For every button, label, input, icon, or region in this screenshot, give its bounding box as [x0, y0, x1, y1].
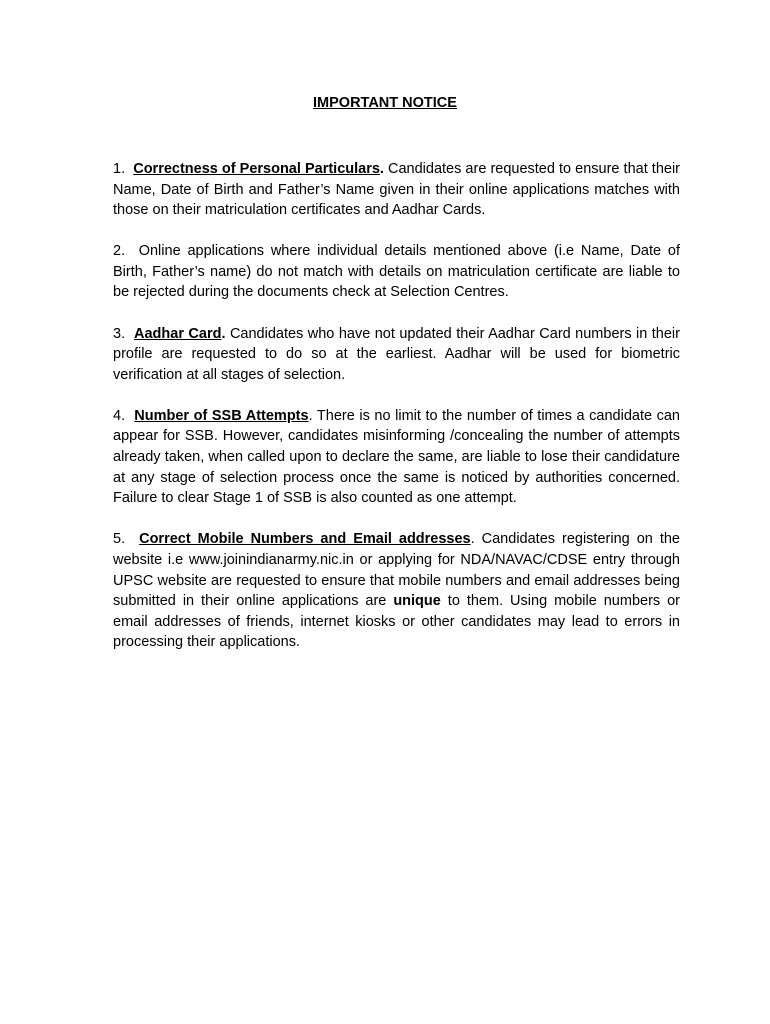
item-heading: Correctness of Personal Particulars: [133, 161, 380, 177]
item-number: 1.: [113, 161, 126, 177]
item-body: . There is no limit to the number of times a candidate can appear for SSB. However, candidates misinforming /concealing the number of attempts already taken, when called upon to declare the same, are liable to lose their candidature at any stage of selection process once the same is noticed by authorities concerned. Failure to clear Stage 1 of SSB is also counted as one attempt.: [113, 407, 680, 507]
item-body: Online applications where individual details mentioned above (i.e Name, Date of Birth, Father’s name) do not match with details on matriculation certificate are liable to be rejected during the documents check at Selection Centres.: [113, 243, 680, 301]
item-number: 4.: [113, 407, 126, 424]
notice-list: [113, 159, 680, 673]
item-heading: Correct Mobile Numbers and Email addresses: [139, 531, 471, 548]
notice-item-4: [113, 406, 680, 509]
item-body-before: . Candidates registering on the website i.e www.joinindianarmy.nic.in or applying for NDA/NAVAC/CDSE entry through UPSC website are requested to ensure that mobile numbers and email addresses being submitted in their online applications are: [113, 531, 680, 610]
notice-item-2: [113, 241, 680, 303]
page-title: IMPORTANT NOTICE: [313, 95, 457, 111]
item-number: 5.: [113, 531, 126, 548]
item-number: 3.: [113, 325, 126, 342]
item-heading-tail: .: [221, 325, 226, 342]
item-number: 2.: [113, 243, 126, 260]
item-heading-tail: .: [379, 161, 384, 177]
item-body: Candidates who have not updated their Aadhar Card numbers in their profile are requested to do so at the earliest. Aadhar will be used for biometric verification at all stages of selection.: [113, 325, 680, 383]
item-heading: Number of SSB Attempts: [134, 407, 309, 424]
notice-item-1: [113, 159, 680, 221]
item-emphasis: unique: [393, 593, 441, 610]
item-body-after: to them. Using mobile numbers or email addresses of friends, internet kiosks or other candidates may lead to errors in processing their applications.: [113, 593, 681, 651]
notice-item-3: [113, 324, 680, 386]
item-body: Candidates are requested to ensure that their Name, Date of Birth and Father’s Name given in their online applications matches with those on their matriculation certificates and Aadhar Cards.: [113, 161, 680, 219]
notice-item-5: [113, 529, 680, 653]
item-heading: Aadhar Card: [134, 325, 222, 342]
